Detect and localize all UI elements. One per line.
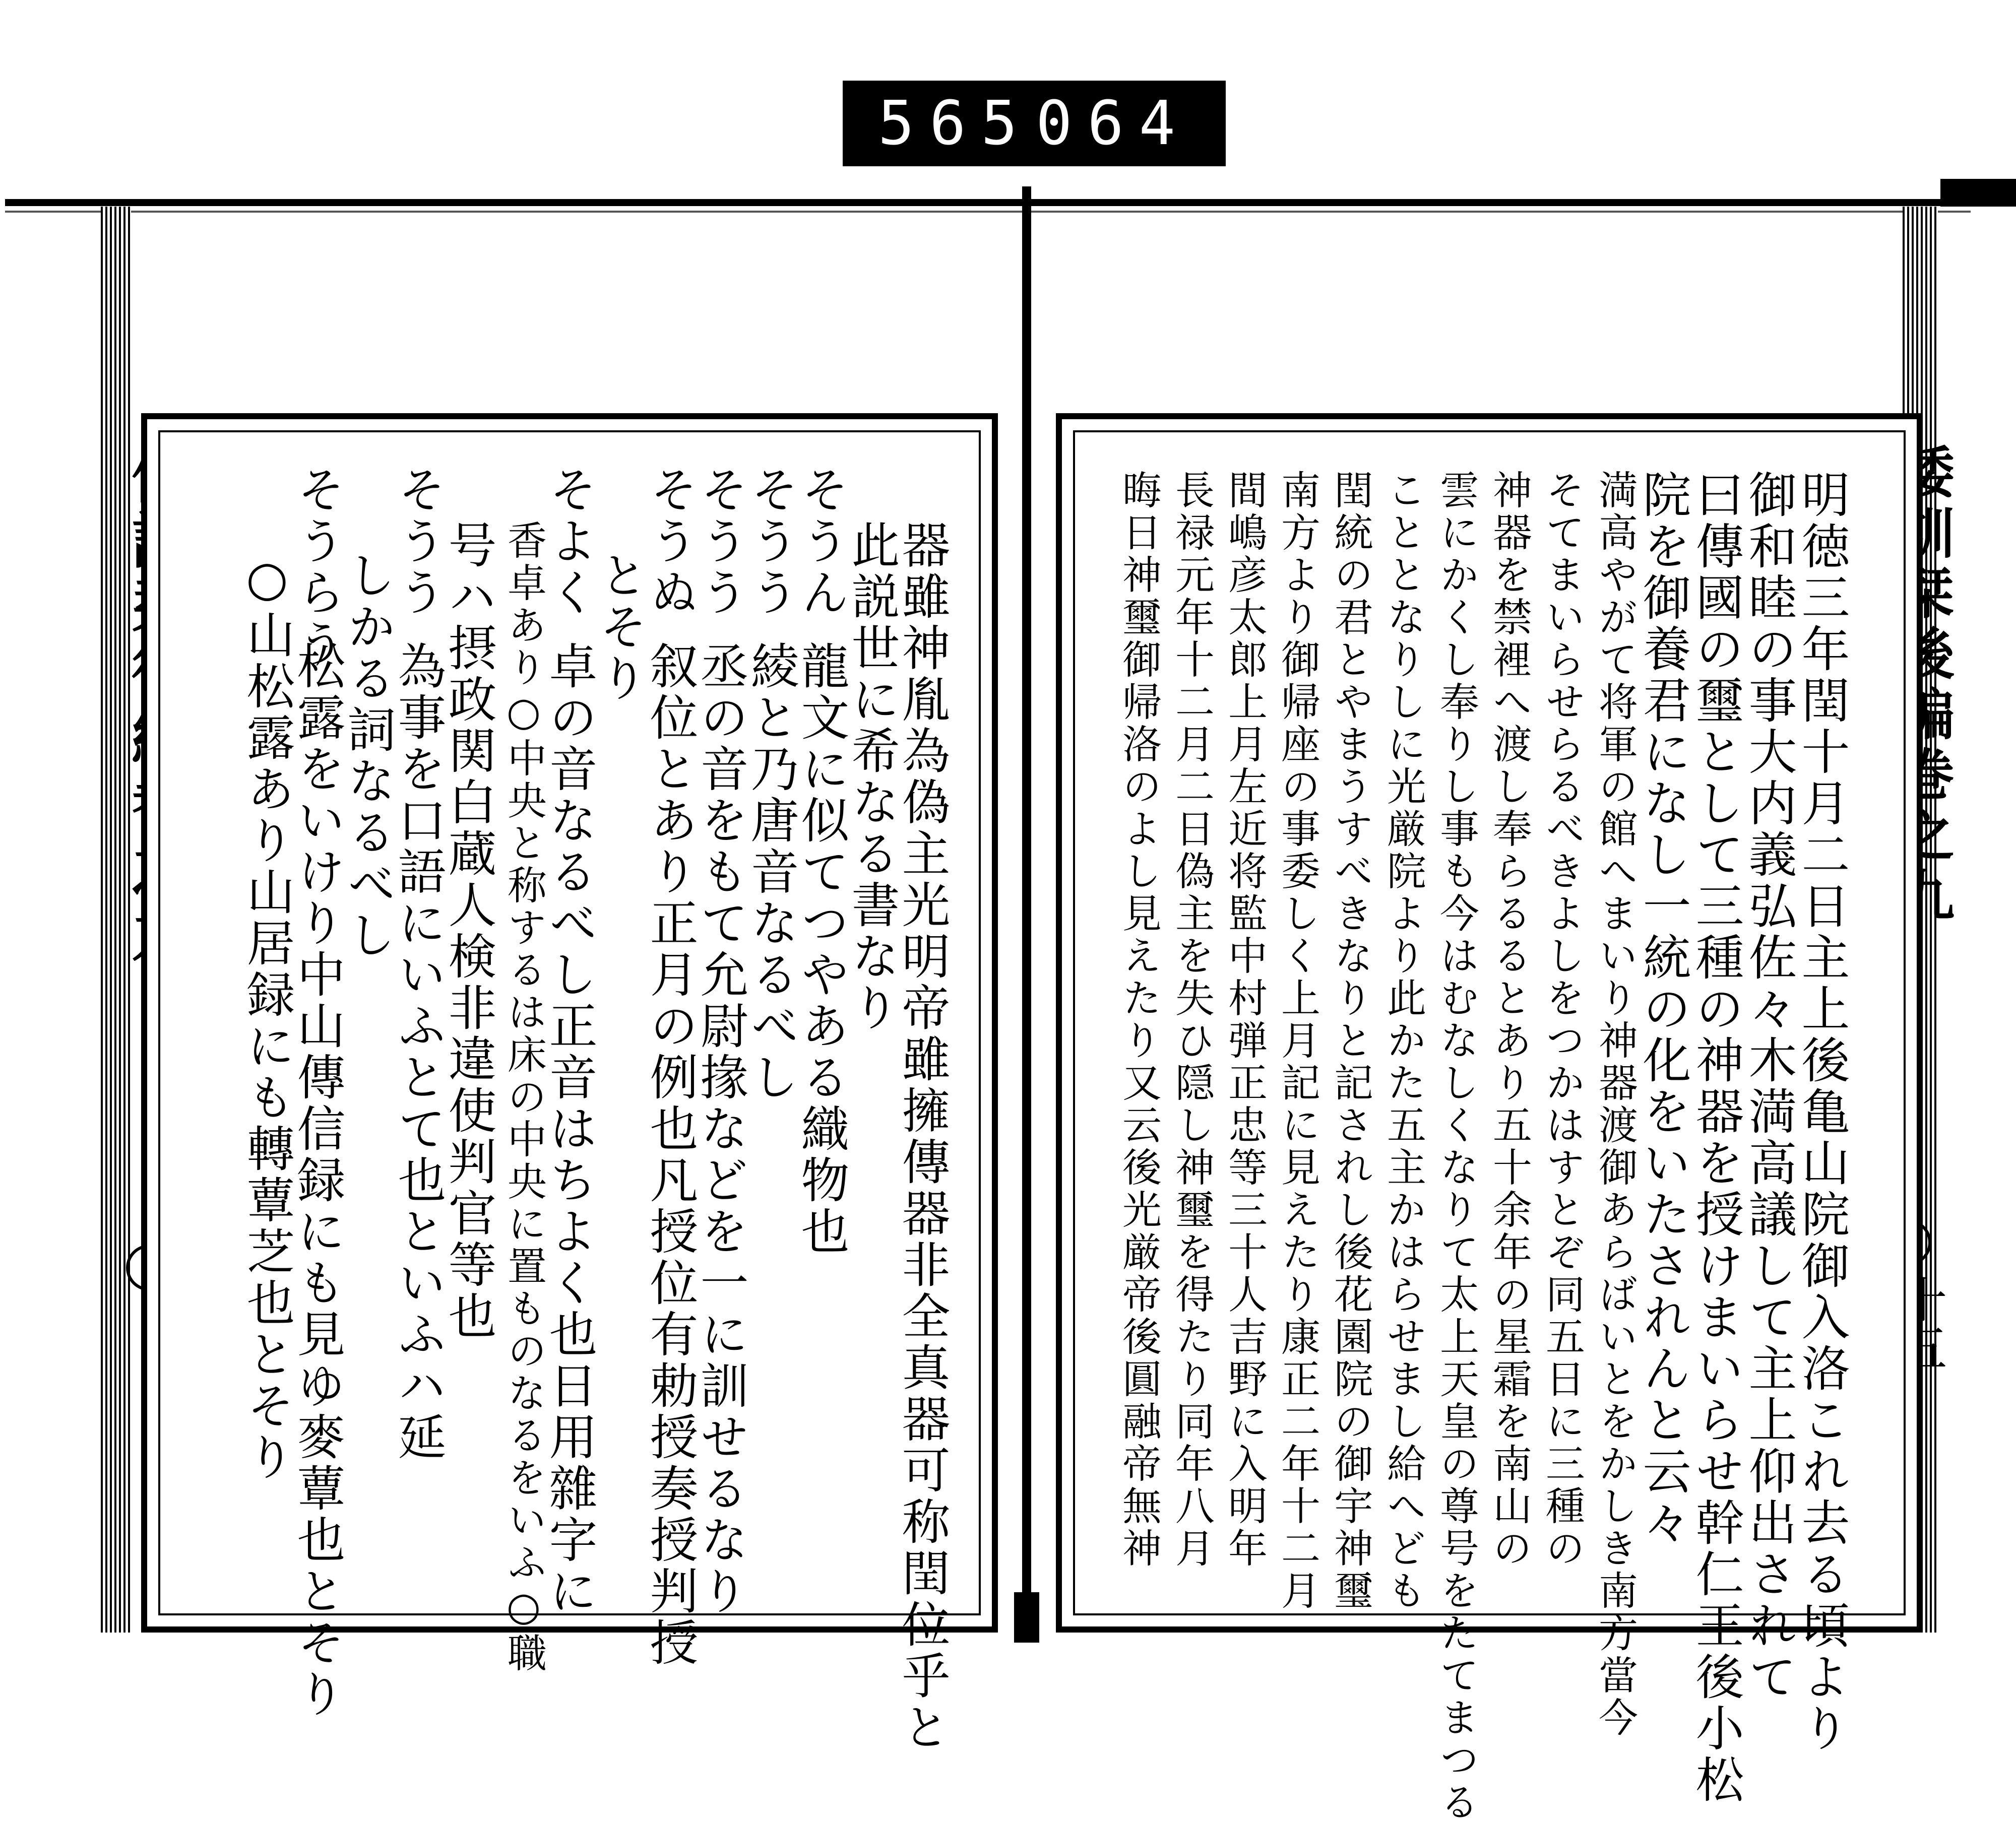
right-column-4: 院を御養君になし一統の化をいたされんと云々 [1635,470,1691,1549]
right-column-11: 南方より御帰座の事委しく上月記に見えたり康正二年十二月 [1275,470,1320,1612]
right-column-10: 閏統の君とやまうすべきなりと記されし後花園院の御宇神璽 [1328,470,1373,1612]
right-column-12: 間嶋彦太郎上月左近将監中村弾正忠等三十人吉野に入明年 [1222,470,1267,1570]
left-column-3: 龍文に似てつやある織物也 [793,641,850,1258]
top-rule [5,199,1971,206]
archive-label [843,81,1226,166]
right-column-3: 曰傳國の璽として三種の神器を授けまいらせ幹仁王後小松 [1688,470,1744,1806]
left-heading-4: そうぬ [642,465,699,619]
right-column-5: 満高やがて将軍の館へまいり神器渡御あらばいとをかしき南方當今 [1592,470,1637,1739]
left-column-14: ○山松露あり山居録にも轉蕈芝也とそり [239,550,295,1483]
left-heading-6: そうう [390,465,447,619]
left-column-7: とそり [592,550,648,704]
left-column-1: 器雖神胤為偽主光明帝雖擁傳器非全真器可称閏位乎と [894,520,951,1753]
right-column-8: 雲にかくし奉りし事も今はむなしくなりて太上天皇の尊号をたてまつる [1433,470,1479,1824]
left-column-8: 卓の音なるべし正音はちよく也日用雜字に [541,641,598,1617]
left-column-12: しかる詞なるべし [340,550,396,961]
left-heading-2: そうう [743,465,799,619]
left-column-10: 号ハ摂政関白蔵人検非違使判官等也 [440,520,497,1342]
left-heading-1: そうん [793,465,850,619]
top-rule-thin [5,211,1971,213]
left-heading-7: そうらう [289,465,346,670]
left-column-13: 松露をいけり中山傳信録にも見ゆ麥蕈也とそり [289,641,346,1720]
right-column-14: 晦日神璽御帰洛のよし見えたり又云後光厳帝後圓融帝無神 [1116,470,1161,1570]
right-column-1: 明徳三年閏十月二日主上後亀山院御入洛これ去る頃より [1794,470,1850,1754]
right-column-9: こととなりしに光厳院より此かた五主かはらせまし給へども [1380,470,1426,1612]
left-page-frame [141,413,998,1753]
left-heading-5: そよく [541,465,598,619]
right-column-6: そてまいらせらるべきよしをつかはすとぞ同五日に三種の [1539,470,1585,1570]
left-column-9: 香卓あり○中央と称するは床の中央に置ものなるをいふ○職 [501,520,546,1675]
right-page-frame [1056,413,1923,1824]
book-spine [1022,186,1031,1633]
spine-foot [1014,1592,1039,1643]
left-heading-3: そうう [692,465,749,619]
right-column-13: 長禄元年十二月二日偽主を失ひ隠し神璽を得たり同年八月 [1169,470,1214,1570]
page-tab [1940,179,2016,207]
right-column-7: 神器を禁裡へ渡し奉らるるとあり五十余年の星霜を南山の [1486,470,1532,1570]
left-column-11: 為事を口語にいふとて也といふハ延 [390,641,447,1463]
left-column-6: 叙位とあり正月の例也凡授位有勅授奏授判授 [642,641,699,1669]
left-column-2: 此説世に希なる書なり [844,520,900,1034]
left-column-5: 丞の音をもて允尉掾などを一に訓せるなり [692,641,749,1617]
archive-code-left: 565 [878,88,1033,159]
archive-code-right: 064 [1036,88,1190,159]
right-column-2: 御和睦の事大内義弘佐々木満高議して主上仰出されて [1741,470,1797,1703]
left-column-4: 綾と乃唐音なるべし [743,641,799,1103]
